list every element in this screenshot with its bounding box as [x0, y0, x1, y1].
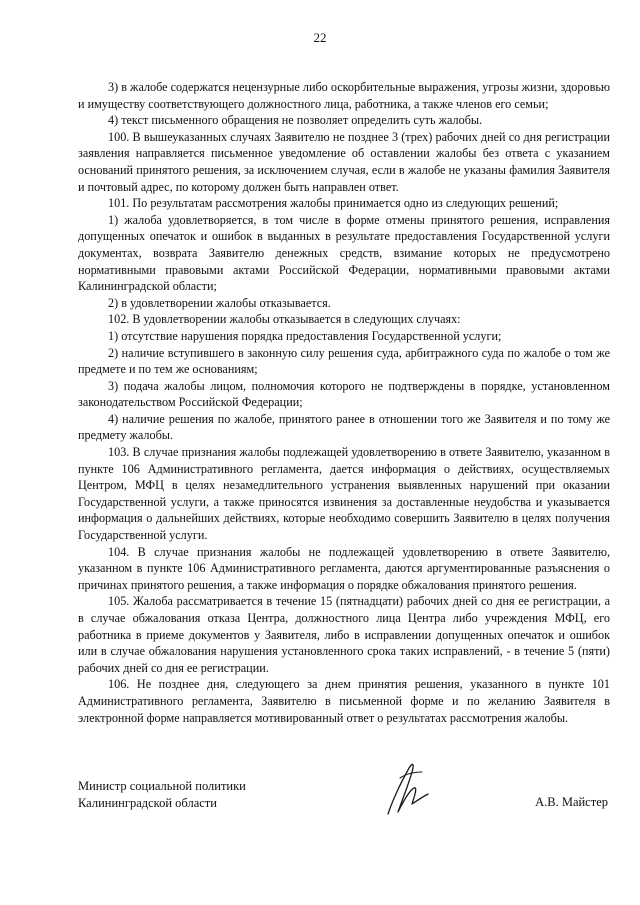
paragraph: 1) отсутствие нарушения порядка предоставления Государственной услуги; [108, 328, 502, 343]
signatory-name: А.В. Майстер [535, 795, 608, 809]
signatory-title-line: Калининградской области [78, 796, 217, 810]
paragraph: 2) в удовлетворении жалобы отказывается. [108, 295, 331, 310]
paragraph: 2) наличие вступившего в законную силу решения суда, арбитражного суда по жалобе о том же предмете и по тем же основаниям; [78, 345, 610, 377]
signature-block [78, 778, 610, 838]
paragraph: 104. В случае признания жалобы не подлежащей удовлетворению в ответе Заявителю, указанном в пункте 106 Административного регламента, даются аргументированные разъяснения о причинах принятого решения, а также информация о порядке обжалования принятого решения. [78, 544, 610, 592]
paragraph: 4) текст письменного обращения не позволяет определить суть жалобы. [108, 113, 483, 128]
paragraph: 3) подача жалобы лицом, полномочия которого не подтверждены в порядке, установленном законодательством Российской Федерации; [78, 378, 610, 410]
signatory-title-line: Министр социальной политики [78, 779, 246, 793]
paragraph: 1) жалоба удовлетворяется, в том числе в форме отмены принятого решения, исправления допущенных опечаток и ошибок в выданных в результате предоставления Государственной услуги документах, возврата Заявителю денежных средств, взимание которых не предусмотрено нормативными правовыми актами Российской Федерации, нормативными правовыми актами Калининградской области; [78, 212, 610, 294]
handwritten-signature [370, 754, 440, 824]
paragraph: 103. В случае признания жалобы подлежащей удовлетворению в ответе Заявителю, указанном в пункте 106 Административного регламента, дается информация о действиях, осуществляемых Центром, МФЦ в целях незамедлительного устранения выявленных нарушений при оказании Государственной услуги, а также приносятся извинения за доставленные неудобства и указывается информация о дальнейших действиях, которые необходимо совершить Заявителю в целях получения Государственной услуги. [78, 445, 610, 543]
paragraph: 100. В вышеуказанных случаях Заявителю не позднее 3 (трех) рабочих дней со дня регистрации заявления направляется письменное уведомление об оставлении жалобы без ответа с указанием оснований принятого решения, за исключением случая, если в жалобе не указаны фамилия Заявителя и почтовый адрес, по которому должен быть направлен ответ. [78, 129, 610, 194]
paragraph: 105. Жалоба рассматривается в течение 15 (пятнадцати) рабочих дней со дня ее регистрации, а в случае обжалования отказа Центра, должностного лица Центра либо учреждения МФЦ, его работника в приеме документов у Заявителя, либо в исправлении допущенных опечаток и ошибок или в случае обжалования нарушения установленного срока таких исправлений, - в течение 5 (пяти) рабочих дней со дня ее регистрации. [78, 594, 610, 675]
paragraph: 3) в жалобе содержатся нецензурные либо оскорбительные выражения, угрозы жизни, здоровью и имуществу соответствующего должностного лица, работника, а также членов его семьи; [78, 80, 610, 111]
paragraph: 4) наличие решения по жалобе, принятого ранее в отношении того же Заявителя и по тому же предмету жалобы. [78, 411, 610, 443]
paragraph: 102. В удовлетворении жалобы отказывается в следующих случаях: [108, 312, 461, 327]
document-body [78, 79, 610, 726]
paragraph: 101. По результатам рассмотрения жалобы принимается одно из следующих решений; [108, 196, 559, 211]
page-number: 22 [313, 30, 327, 45]
paragraph: 106. Не позднее дня, следующего за днем принятия решения, указанного в пункте 101 Административного регламента, Заявителю в письменной форме и по желанию Заявителя в электронной форме направляется мотивированный ответ о результатах рассмотрения жалобы. [78, 677, 610, 725]
signatory-title [78, 778, 246, 812]
